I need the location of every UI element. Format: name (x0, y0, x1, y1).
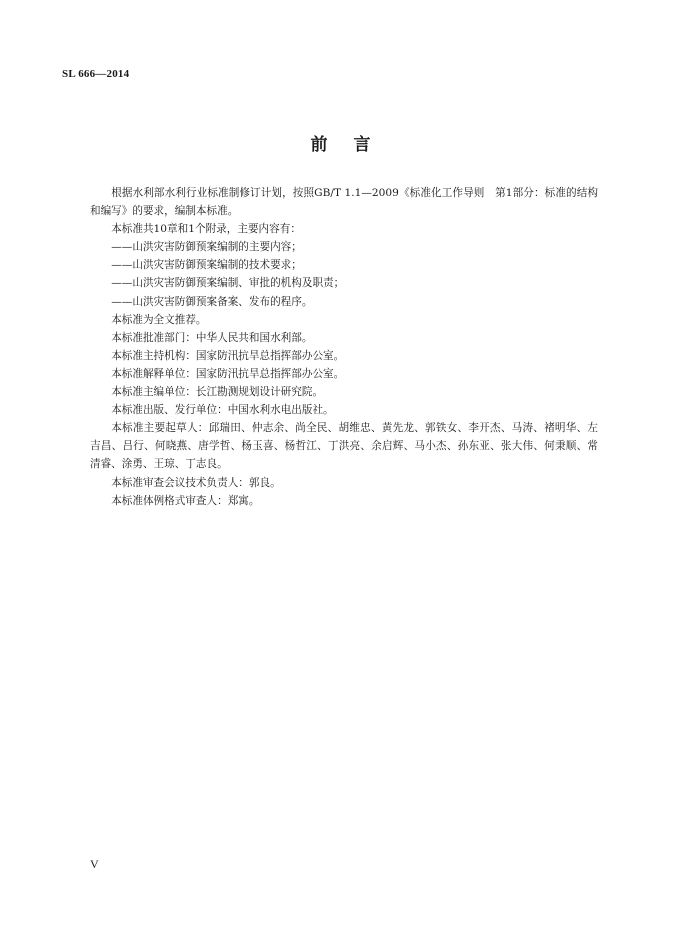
paragraph-interpretation: 本标准解释单位：国家防汛抗旱总指挥部办公室。 (111, 367, 345, 380)
paragraph-editor: 本标准主编单位：长江勘测规划设计研究院。 (111, 386, 324, 399)
page-number: V (90, 857, 99, 871)
list-item: ——山洪灾害防御预案编制的技术要求； (111, 259, 302, 272)
paragraph-drafters: 本标准主要起草人：邱瑞田、仲志余、尚全民、胡维忠、黄先龙、郭铁女、李开杰、马涛、褚明华、左吉昌、吕行、何晓燕、唐学哲、杨玉喜、杨哲江、丁洪亮、余启辉、马小杰、孙东亚、张大伟、何秉顺、常清睿、涂勇、王琼、丁志良。 (90, 422, 598, 471)
paragraph-host: 本标准主持机构：国家防汛抗旱总指挥部办公室。 (111, 349, 345, 362)
list-item: ——山洪灾害防御预案编制的主要内容； (111, 241, 302, 254)
paragraph-contents: 本标准共10章和1个附录，主要内容有： (111, 223, 301, 236)
list-item: ——山洪灾害防御预案备案、发布的程序。 (111, 295, 313, 308)
paragraph-format-reviewer: 本标准体例格式审查人：郑寓。 (111, 494, 260, 507)
preface-body (90, 184, 598, 510)
paragraph-publisher: 本标准出版、发行单位：中国水利水电出版社。 (111, 404, 334, 417)
paragraph-recommendation: 本标准为全文推荐。 (111, 313, 207, 326)
paragraph-intro: 根据水利部水利行业标准制修订计划，按照GB/T 1.1—2009《标准化工作导则 第1部分：标准的结构和编写》的要求，编制本标准。 (90, 187, 598, 218)
paragraph-approval: 本标准批准部门：中华人民共和国水利部。 (111, 331, 313, 344)
page-title: 前言 (310, 135, 397, 155)
list-item: ——山洪灾害防御预案编制、审批的机构及职责； (111, 277, 345, 290)
paragraph-review-lead: 本标准审查会议技术负责人：郭良。 (111, 476, 281, 489)
standard-code: SL 666—2014 (62, 68, 130, 80)
